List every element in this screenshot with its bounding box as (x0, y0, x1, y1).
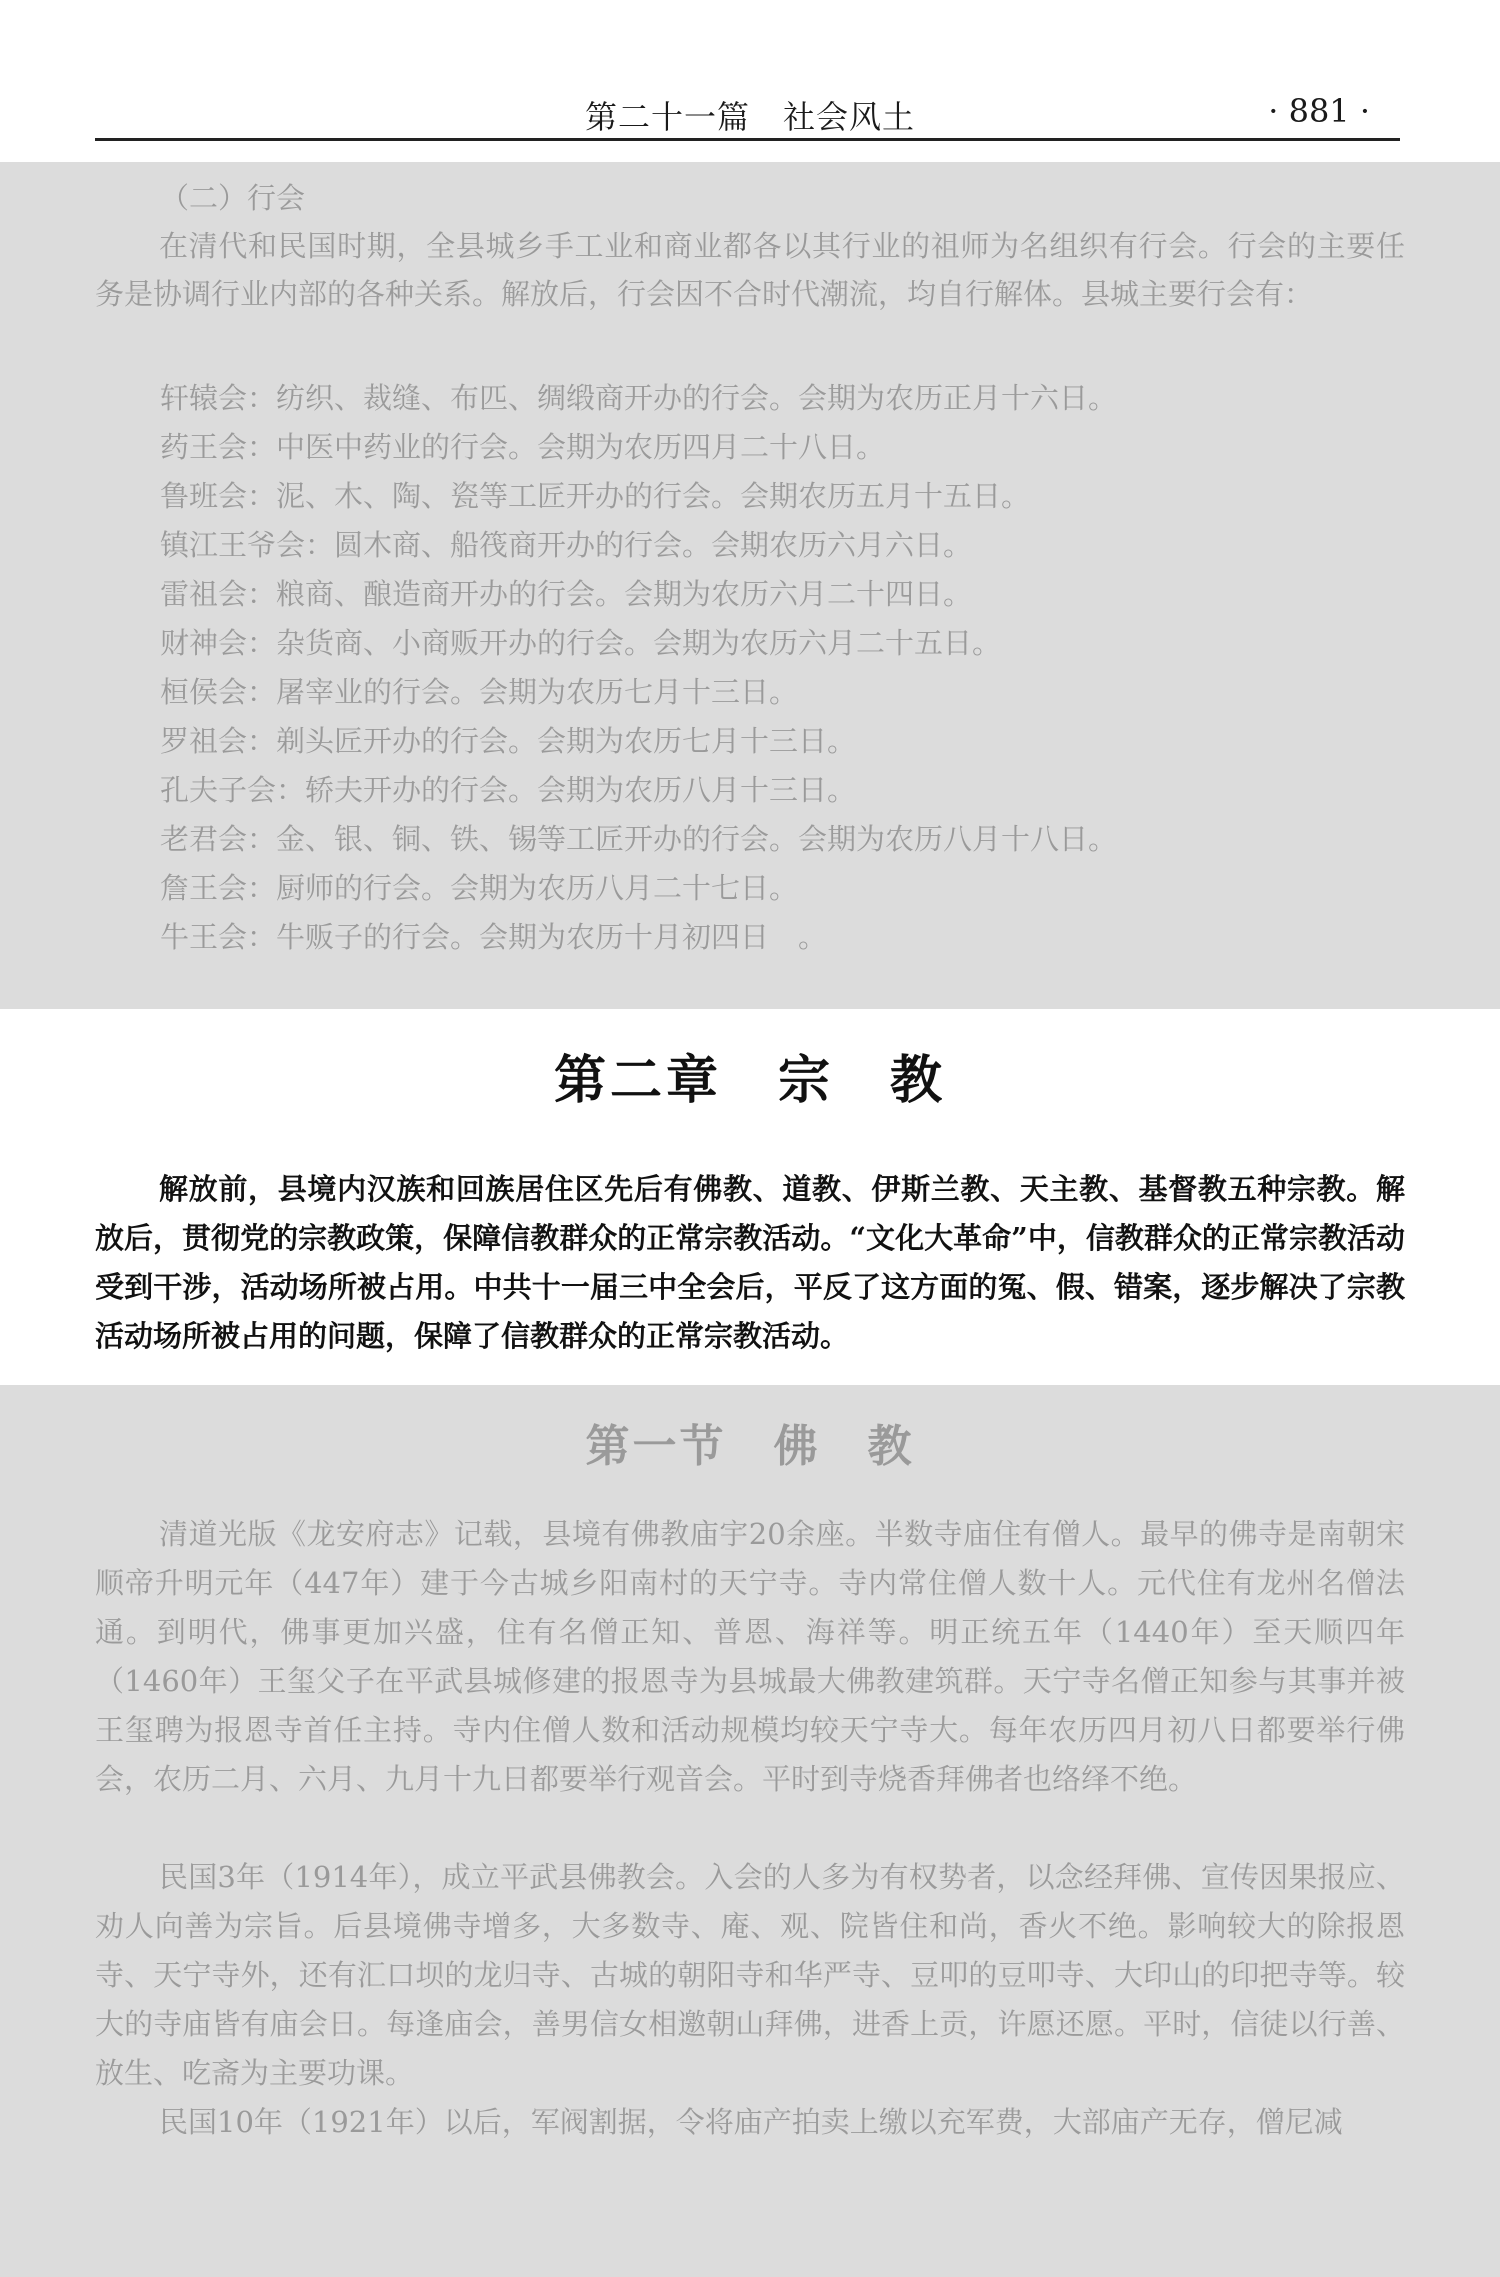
chapter-title: 第二章 宗 教 (553, 1050, 946, 1111)
guild-intro-paragraph: 在清代和民国时期，全县城乡手工业和商业都各以其行业的祖师为名组织有行会。行会的主要任务是协调行业内部的各种关系。解放后，行会因不合时代潮流，均自行解体。县城主要行会有： (95, 229, 1405, 311)
running-header (95, 88, 1400, 141)
guild-item: 轩辕会：纺织、裁缝、布匹、绸缎商开办的行会。会期为农历正月十六日。 (160, 381, 1118, 415)
running-header-title: 第二十一篇 社会风土 (585, 98, 916, 136)
guild-item: 鲁班会：泥、木、陶、瓷等工匠开办的行会。会期农历五月十五日。 (160, 479, 1031, 513)
guild-item: 老君会：金、银、铜、铁、锡等工匠开办的行会。会期为农历八月十八日。 (160, 822, 1118, 856)
guild-item: 药王会：中医中药业的行会。会期为农历四月二十八日。 (160, 430, 886, 464)
guild-subheading: （二）行会 (160, 181, 306, 215)
guild-item: 牛王会：牛贩子的行会。会期为农历十月初四日 。 (160, 920, 828, 954)
page-number: · 881 · (1268, 92, 1370, 130)
guild-item: 雷祖会：粮商、酿造商开办的行会。会期为农历六月二十四日。 (160, 577, 973, 611)
chapter-intro-paragraph: 解放前，县境内汉族和回族居住区先后有佛教、道教、伊斯兰教、天主教、基督教五种宗教。解放后，贯彻党的宗教政策，保障信教群众的正常宗教活动。“文化大革命”中，信教群众的正常宗教活动受到干涉，活动场所被占用。中共十一届三中全会后，平反了这方面的冤、假、错案，逐步解决了宗教活动场所被占用的问题，保障了信教群众的正常宗教活动。 (95, 1172, 1405, 1353)
guild-item: 罗祖会：剃头匠开办的行会。会期为农历七月十三日。 (160, 724, 857, 758)
guild-item: 詹王会：厨师的行会。会期为农历八月二十七日。 (160, 871, 799, 905)
guild-item: 镇江王爷会：圆木商、船筏商开办的行会。会期农历六月六日。 (160, 528, 973, 562)
section-title: 第一节 佛 教 (585, 1421, 915, 1472)
guild-item: 桓侯会：屠宰业的行会。会期为农历七月十三日。 (160, 675, 799, 709)
section-paragraph: 民国3年（1914年），成立平武县佛教会。入会的人多为有权势者，以念经拜佛、宣传因果报应、劝人向善为宗旨。后县境佛寺增多，大多数寺、庵、观、院皆住和尚，香火不绝。影响较大的除报恩寺、天宁寺外，还有汇口坝的龙归寺、古城的朝阳寺和华严寺、豆叩的豆叩寺、大印山的印把寺等。较大的寺庙皆有庙会日。每逢庙会，善男信女相邀朝山拜佛，进香上贡，许愿还愿。平时，信徒以行善、放生、吃斋为主要功课。 (95, 1860, 1405, 2090)
guild-item: 孔夫子会：轿夫开办的行会。会期为农历八月十三日。 (160, 773, 857, 807)
section-paragraph: 清道光版《龙安府志》记载，县境有佛教庙宇20余座。半数寺庙住有僧人。最早的佛寺是南朝宋顺帝升明元年（447年）建于今古城乡阳南村的天宁寺。寺内常住僧人数十人。元代住有龙州名僧法通。到明代，佛事更加兴盛，住有名僧正知、普恩、海祥等。明正统五年（1440年）至天顺四年（1460年）王玺父子在平武县城修建的报恩寺为县城最大佛教建筑群。天宁寺名僧正知参与其事并被王玺聘为报恩寺首任主持。寺内住僧人数和活动规模均较天宁寺大。每年农历四月初八日都要举行佛会，农历二月、六月、九月十九日都要举行观音会。平时到寺烧香拜佛者也络绎不绝。 (95, 1517, 1405, 1796)
guild-item: 财神会：杂货商、小商贩开办的行会。会期为农历六月二十五日。 (160, 626, 1002, 660)
section-paragraph: 民国10年（1921年）以后，军阀割据，令将庙产拍卖上缴以充军费，大部庙产无存，僧尼减 (159, 2105, 1343, 2139)
